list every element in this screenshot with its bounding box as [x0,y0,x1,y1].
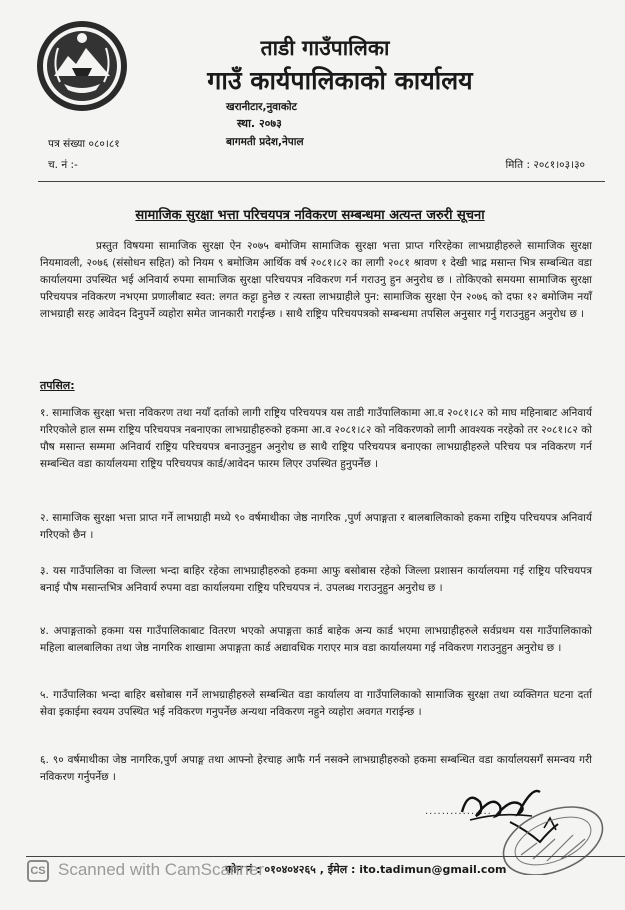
camscanner-watermark: Scanned with CamScanner [58,860,265,879]
point-6: ६. ९० वर्षमाथीका जेष्ठ नागरिक,पुर्ण अपाङ्ग तथा आफ्नो हेरचाह आफै गर्न नसक्ने लाभग्राहीहरुको हकमा सम्बन्धित वडा कार्यालयसगँ समन्वय गरी नविकरण गर्नुपर्नेछ । [40,754,592,783]
header-divider [38,181,605,182]
dispatch-number: च. नं :- [48,159,78,171]
point-3: ३. यस गाउँपालिका वा जिल्ला भन्दा बाहिर रहेका लाभग्राहीहरुको हकमा आफु बसोबास रहेको जिल्ला प्रशासन कार्यालयमा गई राष्ट्रिय परिचयपत्र बनाई पौष मसान्तभित्र अनिवार्य रुपमा वडा कार्यालयमा राष्ट्रिय परिचयपत्र नं. उपलब्ध गराउनुहुन अनुरोध छ । [40,565,592,594]
official-stamp [495,803,610,875]
camscanner-logo-icon: CS [27,860,49,882]
footer-divider [26,856,625,857]
office-name: ताडी गाउँपालिका [260,36,390,60]
point-5: ५. गाउँपालिका भन्दा बाहिर बसोबास गर्ने लाभग्राहीहरुले सम्बन्धित वडा कार्यालय वा गाउँपालिकाको सामाजिक सुरक्षा तथा व्यक्तिगत घटना दर्ता सेवा इकाईमा स्वयम उपस्थित भई नविकरण गनुपर्नेछ अन्यथा नविकरण नहुने व्यहोरा अवगत गराईन्छ । [40,689,592,718]
office-main-title: गाउँ कार्यपालिकाको कार्यालय [207,66,473,95]
address-line-2: स्था. २०७३ [237,117,282,130]
footer-contact: फोन नं : ०१०४०४२६५ , ईमेल : ito.tadimun@gmail.com [225,863,507,876]
letter-date: मिति : २०८१।०३।३० [505,159,585,171]
point-4: ४. अपाङ्गताको हकमा यस गाउँपालिकाबाट वितरण भएको अपाङ्गता कार्ड बाहेक अन्य कार्ड भएमा लाभग्राहीहरुले सर्वप्रथम यस गाउँपालिकाको महिला बालबालिका तथा जेष्ठ नागरिक शाखामा अपाङ्गता कार्ड अद्यावधिक गराएर मात्र वडा कार्यालयमा गई नविकरण गराउनुहुन अनुरोध छ । [40,625,592,654]
nepal-emblem-icon [34,18,130,114]
point-2: २. सामाजिक सुरक्षा भत्ता प्राप्त गर्ने लाभग्राही मध्ये ९० वर्षमाथीका जेष्ठ नागरिक ,पुर्ण अपाङ्गता र बालबालिकाको हकमा राष्ट्रिय परिचयपत्र अनिवार्य गरिएको छैन । [40,512,592,541]
address-line-3: बागमती प्रदेश,नेपाल [226,136,304,148]
tapasil-heading: तपसिल: [40,379,75,392]
signature-line: ................ [425,806,492,817]
point-1: १. सामाजिक सुरक्षा भत्ता नविकरण तथा नयाँ दर्ताको लागी राष्ट्रिय परिचयपत्र यस ताडी गाउँपालिकामा आ.व २०८१।८२ को माघ महिनाबाट अनिवार्य गरिएकोले हाल सम्म राष्ट्रिय परिचयपत्र नबनाएका लाभग्राहीहरुको हकमा आ.व २०८१।८२ को नविकरणको लागी आवश्यक नरहेको तर २०८१।८२ को पौष मसान्त सम्ममा अनिवार्य राष्ट्रिय परिचयपत्र बनाउनुहुन अनुरोध छ साथै राष्ट्रिय परिचयपत्र बनाएका लाभग्राहीहरुले परिचय पत्र नविकरण गर्न सम्बन्धित वडा कार्यालयमा राष्ट्रिय परिचयपत्र कार्ड/आवेदन फारम लिएर उपस्थित हुनुपर्नेछ । [40,407,592,470]
intro-paragraph: प्रस्तुत विषयमा सामाजिक सुरक्षा ऐन २०७५ बमोजिम सामाजिक सुरक्षा भत्ता प्राप्त गरिरहेका लाभग्राहीहरुले सामाजिक सुरक्षा नियमावली, २०७६ (संसोधन सहित) को नियम ९ बमोजिम आर्थिक वर्ष २०८१।८२ का लागी २०८१ श्रावण १ देखी भाद्र मसान्त भित्र सम्बन्धित वडा कार्यालयमा उपस्थित भई अनिवार्य रुपमा सामाजिक सुरक्षा परिचयपत्र नविकरण गर्न गराउनु हुन अनुरोध छ । तोकिएको समयमा सामाजिक सुरक्षा परिचयपत्र नविकरण नभएमा प्रणालीबाट स्वत: लगत कट्टा हुनेछ र त्यस्ता लाभग्राहीले पुन: सामाजिक सुरक्षा ऐन २०७६ को दफा १२ बमोजिम नयाँ लाभग्राही सरह आवेदन दिनुपर्ने व्यहोरा समेत जानकारी गराईन्छ । साथै राष्ट्रिय परिचयपत्रको सम्बन्धमा तपसिल अनुसार गर्नु गराउनुहुन अनुरोध छ । [40,240,592,320]
address-line-1: खरानीटार,नुवाकोट [226,101,297,113]
reference-number: पत्र संख्या ०८०।८१ [48,138,120,150]
subject-heading: सामाजिक सुरक्षा भत्ता परिचयपत्र नविकरण सम्बन्धमा अत्यन्त जरुरी सूचना [135,208,485,223]
